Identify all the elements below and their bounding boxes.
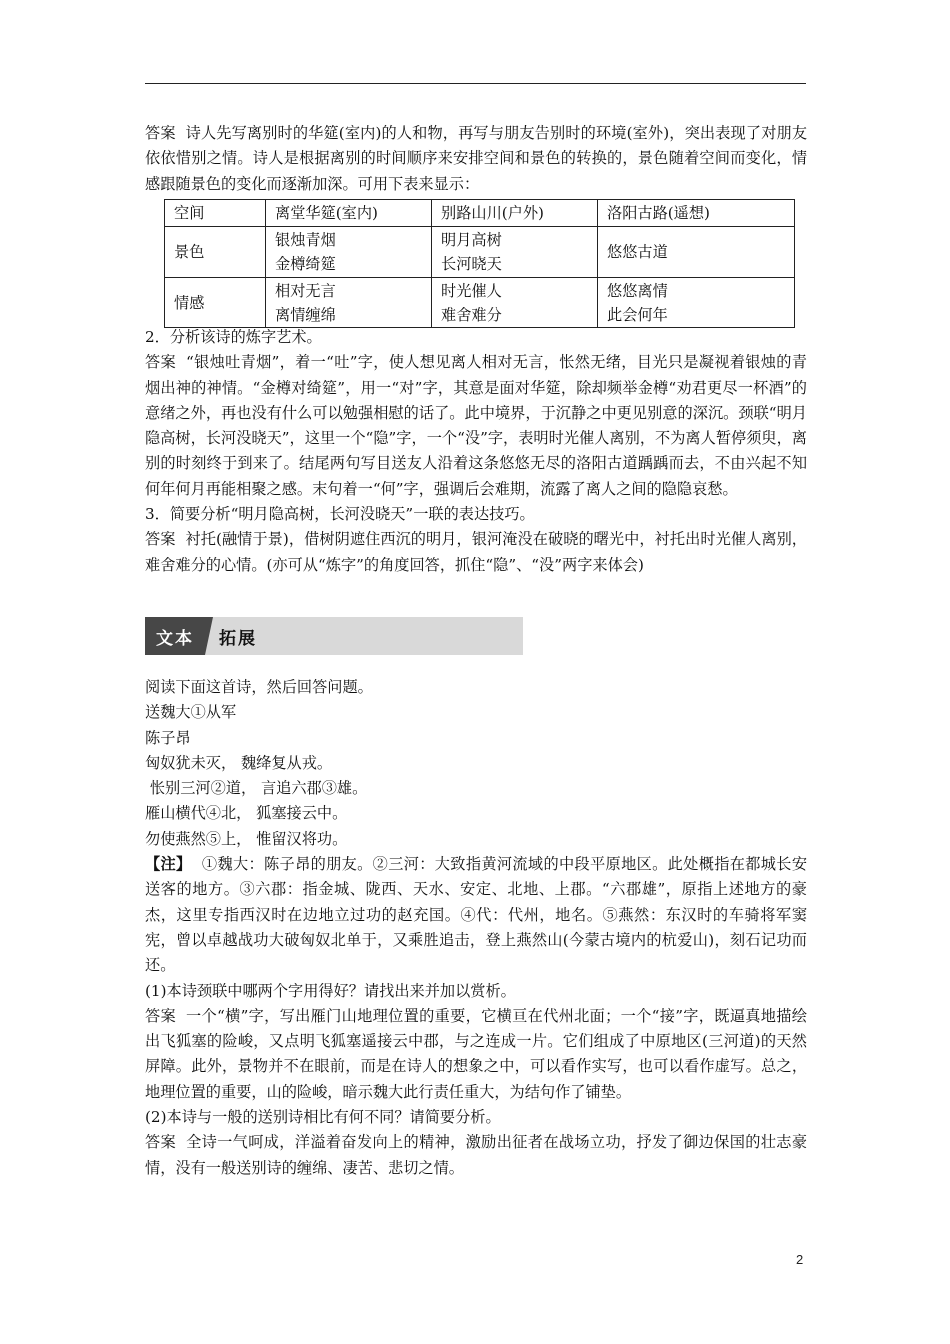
- cell-line: 此会何年: [607, 305, 668, 324]
- table-cell: [266, 278, 432, 328]
- answer-label: 答案: [145, 530, 176, 549]
- q3-answer: [145, 527, 807, 578]
- sq2-question: (2)本诗与一般的送别诗相比有何不同？请简要分析。: [145, 1108, 501, 1127]
- cell-line: 相对无言: [275, 281, 336, 300]
- q3-answer-text: 衬托(融情于景)，借树阴遮住西沉的明月，银河淹没在破晓的曙光中，衬托出时光催人离别，难舍难分的心情。(亦可从“炼字”的角度回答，抓住“隐”、“没”两字来体会): [145, 530, 807, 574]
- banner-light-label: 拓展: [219, 628, 257, 649]
- note-text: ①魏大：陈子昂的朋友。②三河：大致指黄河流域的中段平原地区。此处概指在都城长安送客的地方。③六郡：指金城、陇西、天水、安定、北地、上郡。“六郡雄”，原指上述地方的豪杰，这里专指西汉时在边地立过功的赵充国。④代：代州，地名。⑤燕然：东汉时的车骑将军窦宪，曾以卓越战功大破匈奴北单于，又乘胜追击，登上燕然山(今蒙古境内的杭爱山)，刻石记功而还。: [145, 855, 808, 975]
- cell-line: 长河晓天: [441, 255, 502, 273]
- sq2-answer-text: 全诗一气呵成，洋溢着奋发向上的精神，激励出征者在战场立功，抒发了御边保国的壮志豪情，没有一般送别诗的缠绵、凄苦、悲切之情。: [145, 1133, 808, 1177]
- table-header-cell: 空间: [165, 200, 266, 227]
- poem-line: 匈奴犹未灭， 魏绛复从戎。: [145, 753, 333, 772]
- cell-line: 明月高树: [441, 231, 502, 249]
- cell-line: 悠悠古道: [607, 243, 668, 261]
- table-cell-label: 景色: [165, 227, 266, 278]
- poem-line: 怅别三河②道， 言追六郡③雄。: [145, 779, 368, 798]
- table-cell: [598, 278, 795, 328]
- table-cell-label: 情感: [165, 278, 266, 328]
- table-header-cell: 别路山川(户外): [432, 200, 598, 227]
- q2-answer-text: “银烛吐青烟”，着一“吐”字，使人想见离人相对无言，怅然无绪，目光只是凝视着银烛的青烟出神的神情。“金樽对绮筵”，用一“对”字，其意是面对华筵，除却频举金樽“劝君更尽一杯酒”的意绪之外，再也没有什么可以勉强相慰的话了。此中境界，于沉静之中更见别意的深沉。颈联“明月隐高树，长河没晓天”，这里一个“隐”字，一个“没”字，表明时光催人离别，不为离人暂停须臾，离别的时刻终于到来了。结尾两句写目送友人沿着这条悠悠无尽的洛阳古道踽踽而去，不由兴起不知何年何月再能相聚之感。末句着一“何”字，强调后会难期，流露了离人之间的隐隐哀愁。: [145, 353, 807, 498]
- sq1-question: (1)本诗颈联中哪两个字用得好？请找出来并加以赏析。: [145, 981, 516, 1000]
- table-header-cell: 离堂华筵(室内): [266, 200, 432, 227]
- table-header-row: [165, 200, 795, 227]
- poem-line: 勿使燕然⑤上， 惟留汉将功。: [145, 829, 348, 848]
- sq2-answer: [145, 1130, 807, 1181]
- intro-answer-text: 诗人先写离别时的华筵(室内)的人和物，再写与朋友告别时的环境(室外)，突出表现了对朋友依依惜别之情。诗人是根据离别的时间顺序来安排空间和景色的转换的，景色随着空间而变化，情感跟随景色的变化而逐渐加深。可用下表来显示：: [145, 124, 808, 193]
- intro-answer: [145, 121, 807, 197]
- table-cell: [432, 227, 598, 278]
- page-number: 2: [796, 1252, 804, 1267]
- answer-label: 答案: [145, 1133, 177, 1152]
- header-rule: [145, 83, 806, 84]
- extension-instruction: 阅读下面这首诗，然后回答问题。: [145, 678, 373, 696]
- poem-title: 送魏大①从军: [145, 703, 237, 722]
- cell-line: 时光催人: [441, 281, 502, 300]
- q3-question: 3．简要分析“明月隐高树，长河没晓天”一联的表达技巧。: [145, 505, 535, 524]
- section-banner: [145, 617, 523, 655]
- cell-line: 悠悠离情: [607, 281, 668, 300]
- cell-line: 离情缠绵: [275, 305, 336, 324]
- poem-note: [145, 852, 807, 978]
- note-tag: 【注】: [145, 855, 192, 874]
- table-row: [165, 278, 795, 328]
- poem-author: 陈子昂: [145, 728, 191, 747]
- q2-question: 2．分析该诗的炼字艺术。: [145, 328, 322, 346]
- answer-label: 答案: [145, 353, 176, 372]
- q2-answer: [145, 350, 807, 502]
- answer-label: 答案: [145, 124, 176, 142]
- cell-line: 金樽绮筵: [275, 255, 336, 273]
- table-cell: [266, 227, 432, 278]
- questions-section: [145, 325, 807, 578]
- answer-label: 答案: [145, 1006, 176, 1025]
- cell-line: 银烛青烟: [275, 231, 336, 249]
- extension-section: [145, 675, 807, 1181]
- comparison-table: [164, 199, 795, 328]
- cell-line: 难舍难分: [441, 305, 502, 324]
- table-cell: [598, 227, 795, 278]
- table-cell: [432, 278, 598, 328]
- table-row: [165, 227, 795, 278]
- banner-dark-label: 文本: [145, 617, 205, 655]
- table-header-cell: 洛阳古路(遥想): [598, 200, 795, 227]
- sq1-answer-text: 一个“横”字，写出雁门山地理位置的重要，它横亘在代州北面；一个“接”字，既逼真地描绘出飞狐塞的险峻，又点明飞狐塞遥接云中郡，与之连成一片。它们组成了中原地区(三河道)的天然屏障。此外，景物并不在眼前，而是在诗人的想象之中，可以看作实写，也可以看作虚写。总之，地理位置的重要，山的险峻，暗示魏大此行责任重大，为结句作了铺垫。: [145, 1006, 807, 1101]
- poem-line: 雁山横代④北， 狐塞接云中。: [145, 804, 348, 823]
- banner-notch: [205, 617, 213, 655]
- sq1-answer: [145, 1004, 807, 1105]
